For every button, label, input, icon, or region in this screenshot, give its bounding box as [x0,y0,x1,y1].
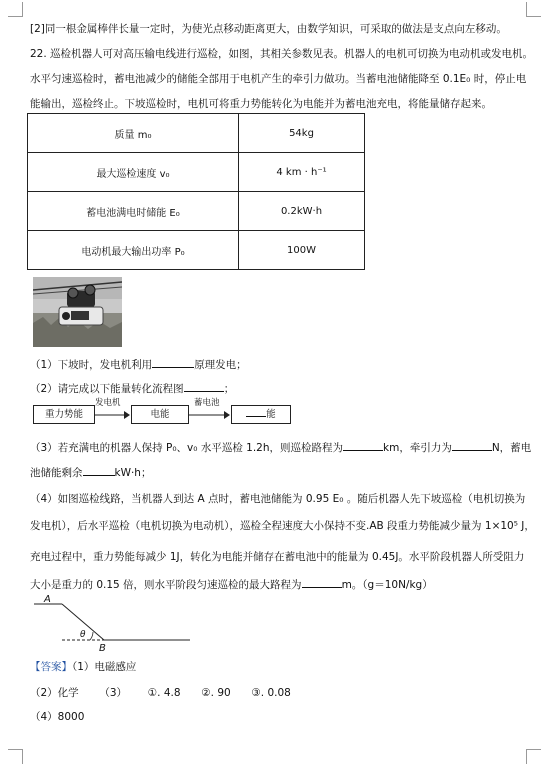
answer-3-label: （3） [99,687,128,699]
answer-blank [184,380,224,392]
param-label: 蓄电池满电时储能 E₀ [28,192,239,231]
q1-text: （1）下坡时，发电机利用 [30,359,153,371]
param-value: 54kg [239,114,365,153]
param-value: 100W [239,231,365,270]
q4-text-d: 大小是重力的 0.15 倍，则水平阶段匀速巡检的最大路程为 [30,579,302,591]
table-row [28,231,365,270]
sub-question-4-line-3: 充电过程中，重力势能每减少 1J，转化为电能并储存在蓄电池中的能量为 0.45J。水平阶段机器人所受阻力 [30,551,525,563]
q3-text-a: （3）若充满电的机器人保持 P₀、v₀ 水平巡检 1.2h，则巡检路程为 [30,442,344,454]
answer-blank [83,464,115,476]
angle-label: θ [80,630,86,640]
sub-question-4-line-4 [30,576,433,592]
param-value: 0.2kW·h [239,192,365,231]
flow-arrow-label-battery: 蓄电池 [194,398,220,408]
q1-text-end: 原理发电； [194,359,247,371]
answer-blank [452,439,492,451]
answer-line-2 [30,686,291,700]
answer-3-1: ①. 4.8 [147,687,181,699]
answer-line-3 [30,710,84,724]
answer-blank [246,406,266,417]
flow-box-electric-energy: 电能 [131,405,189,424]
param-label: 电动机最大输出功率 P₀ [28,231,239,270]
flow-box3-suffix: 能 [266,409,276,420]
sub-question-3-line-1 [30,439,531,455]
sub-question-2 [30,380,234,396]
crop-mark-bottom-left [8,749,23,764]
flow-box-potential-energy: 重力势能 [33,405,95,424]
sub-question-3-line-2 [30,464,151,480]
flow-arrow-2 [187,405,231,423]
answer-2: （2）化学 [30,687,79,699]
answer-blank [302,576,342,588]
crop-mark-top-right [526,2,541,17]
answer-line-1 [30,660,136,674]
answer-4: （4）8000 [30,711,85,723]
param-value: 4 km · h⁻¹ [239,153,365,192]
crop-mark-top-left [8,2,23,17]
answer-tag: 【答案】 [30,661,72,673]
answer-blank [343,439,383,451]
q3-text-d: 池储能剩余 [30,467,83,479]
route-diagram-lines [28,596,198,656]
point-a-label: A [44,594,51,605]
sub-question-4-line-1: （4）如图巡检线路，当机器人到达 A 点时，蓄电池储能为 0.95 E₀ 。随后机器人先下坡巡检（电机切换为 [30,493,526,505]
table-row [28,192,365,231]
param-label: 质量 m₀ [28,114,239,153]
sub-question-4-line-2: 发电机），后水平巡检（电机切换为电动机），巡检全程速度大小保持不变.AB 段重力势能减少量为 1×10⁵ J， [30,520,535,532]
table-row [28,114,365,153]
question-22-line-2: 水平匀速巡检时，蓄电池减少的储能全部用于电机产生的牵引力做功。当蓄电池储能降至 0.1E₀ 时，停止电 [30,73,527,85]
flow-arrow-1 [93,405,131,423]
answer-1: （1）电磁感应 [72,661,137,673]
question-22-line-1: 22. 巡检机器人可对高压输电线进行巡检，如图，其相关参数见表。机器人的电机可切换为电动机或发电机。 [30,48,534,60]
q3-text-e: kW·h； [114,467,152,479]
prev-answer-line: [2]同一根金属棒伴长量一定时，为使光点移动距离更大，由数学知识，可采取的做法是支点向左移动。 [30,23,507,35]
question-22-line-3: 能输出，巡检终止。下坡巡检时，电机可将重力势能转化为电能并为蓄电池充电，将能量储存起来。 [30,98,492,110]
table-row [28,153,365,192]
q2-text: （2）请完成以下能量转化流程图 [30,383,184,395]
param-label: 最大巡检速度 v₀ [28,153,239,192]
answer-3-2: ②. 90 [201,687,231,699]
parameter-table [27,113,365,270]
q4-text-e: m。（g＝10N/kg） [341,579,433,591]
q3-text-c: N，蓄电 [491,442,532,454]
flow-arrow-label-generator: 发电机 [95,398,121,408]
flow-box-blank-energy [231,405,291,424]
point-b-label: B [99,643,106,654]
crop-mark-bottom-right [526,749,541,764]
answer-3-3: ③. 0.08 [251,687,291,699]
q3-text-b: km，牵引力为 [383,442,452,454]
q2-text-end: ； [223,383,235,395]
robot-photo [33,277,122,347]
answer-blank [152,356,194,368]
sub-question-1 [30,356,247,372]
